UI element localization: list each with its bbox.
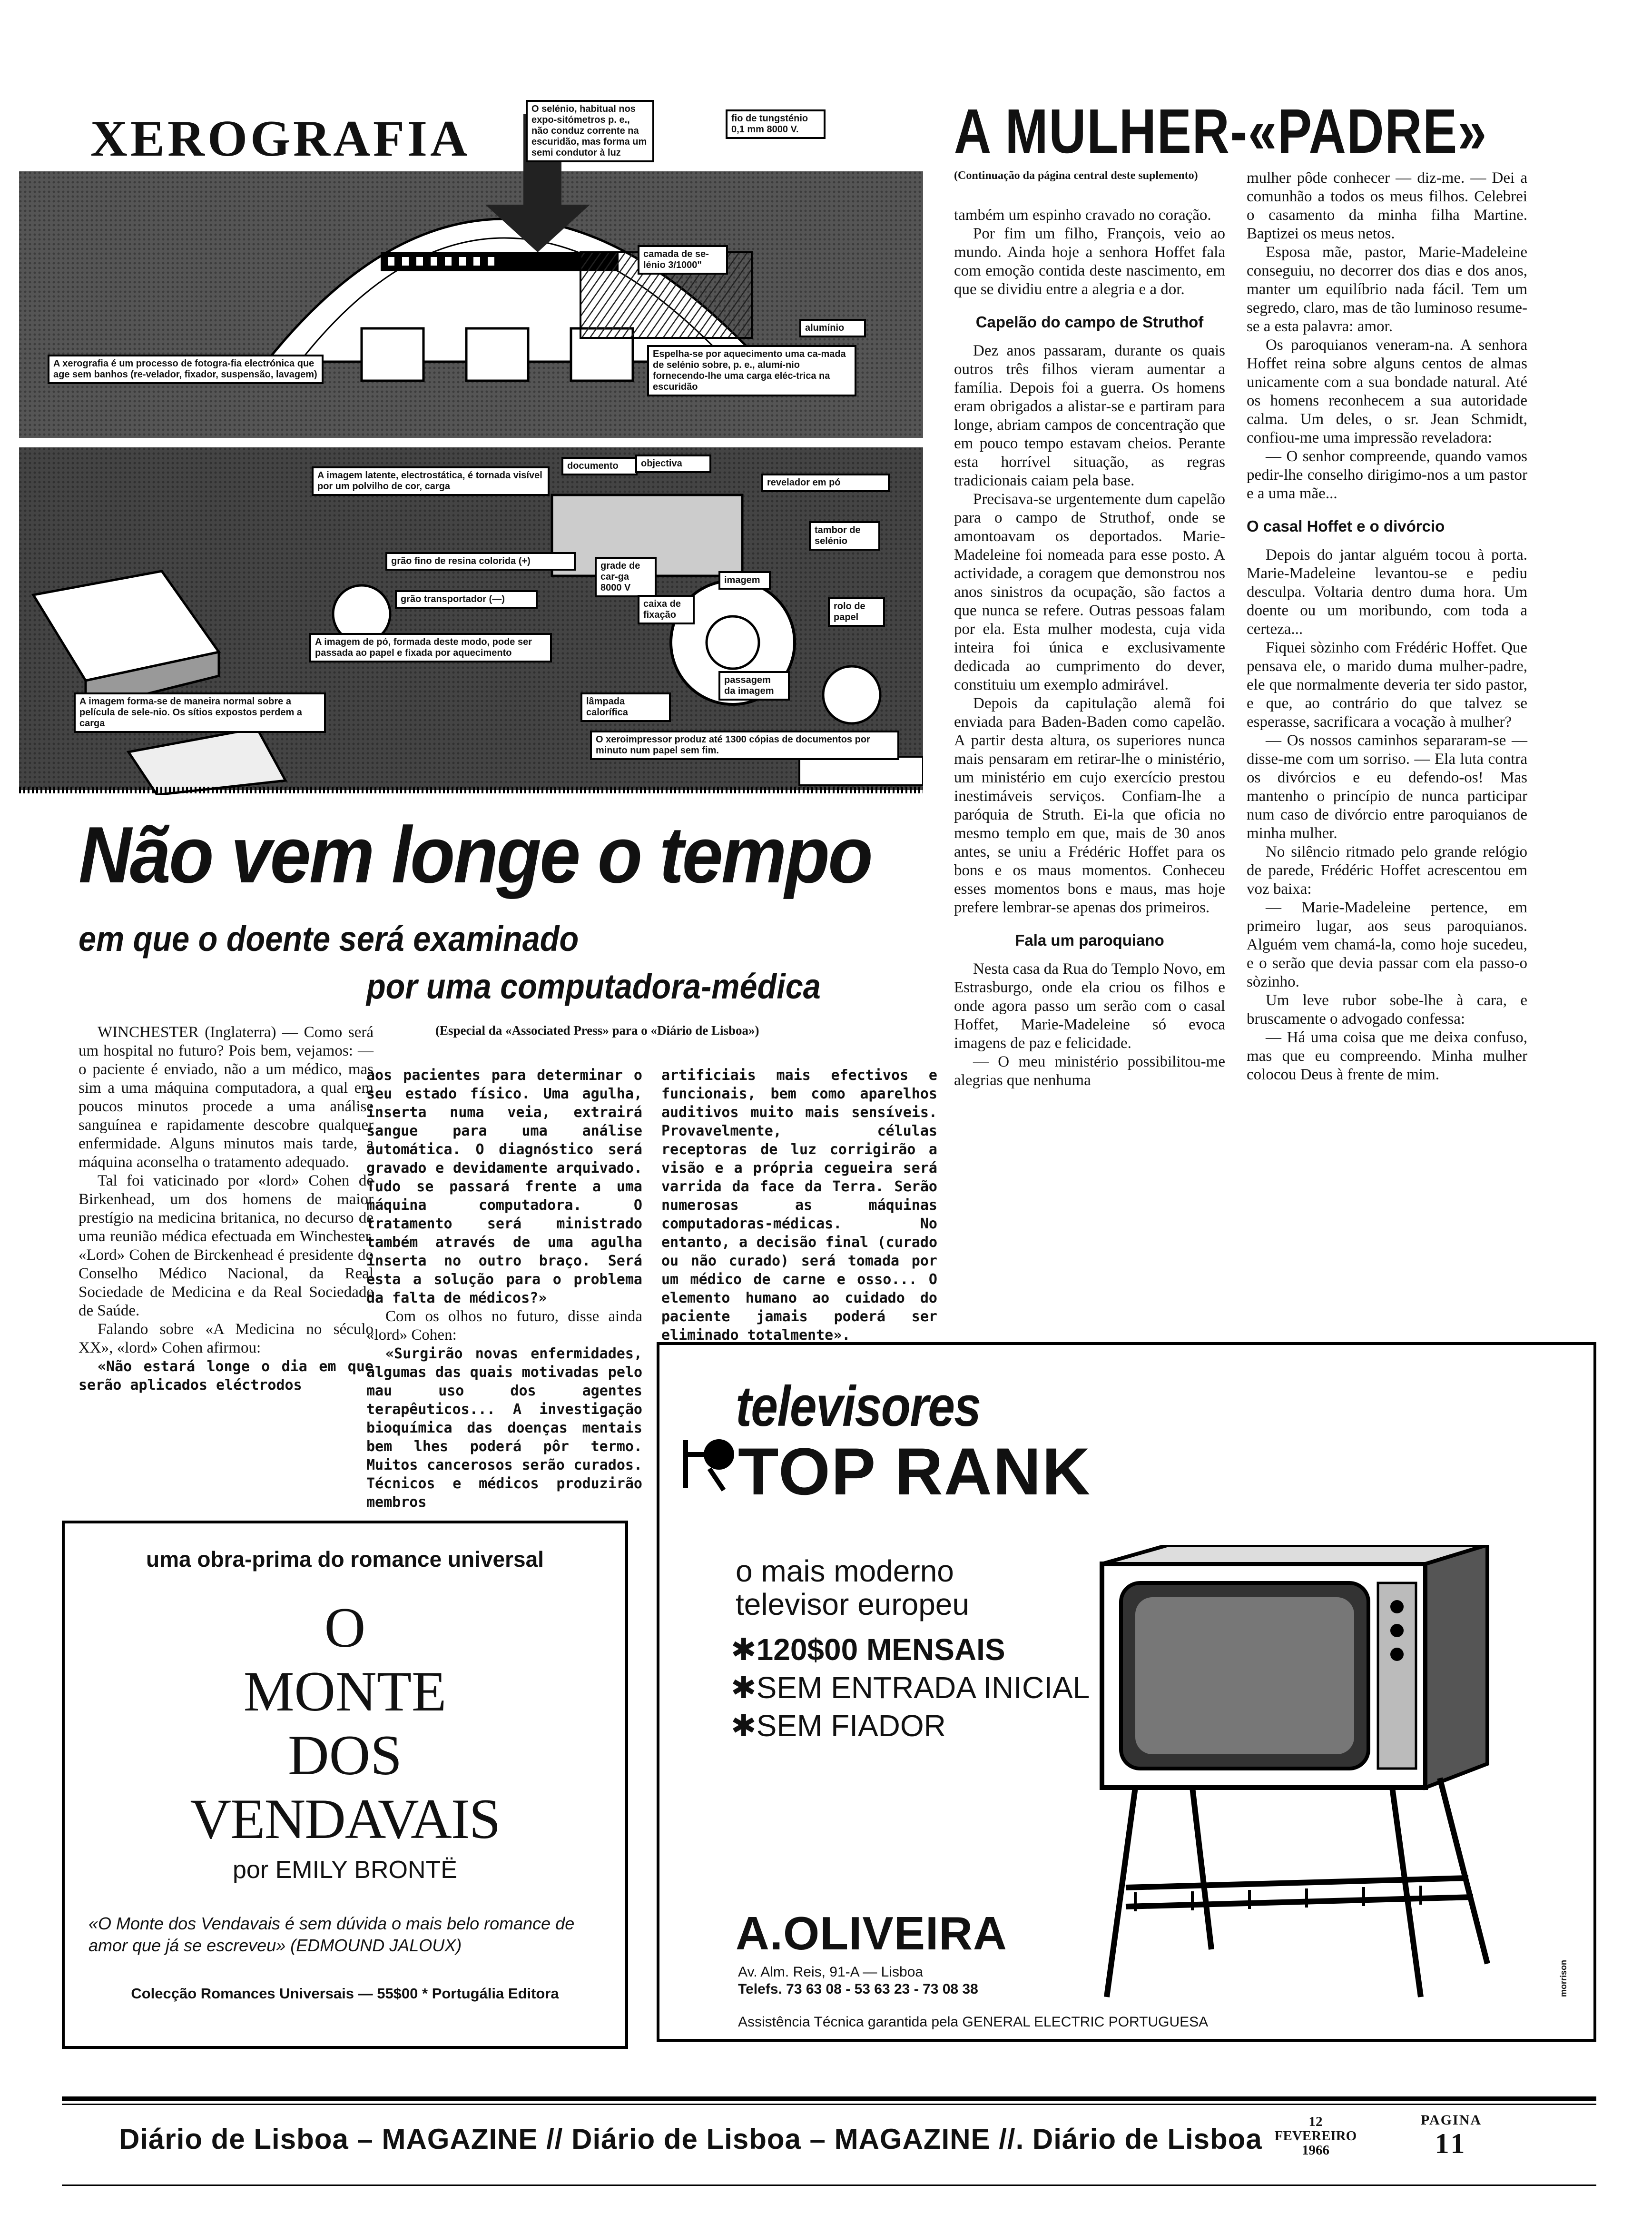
- ad-top-rank: [657, 1342, 1596, 2042]
- paragraph: aos pacientes para determinar o seu estado físico. Uma agulha, inserta numa veia, extrairá sangue para uma análise automática. O diagnóstico será gravado e devidamente arquivado. Tudo se passará frente a uma máquina computadora. O tratamento será ministrado também através de uma agulha inserta no outro braço. Será esta a solução para o problema da falta de médicos?»: [366, 1067, 642, 1306]
- footer-page-label: PAGINA: [1420, 2112, 1482, 2128]
- xero-label-grao-transportador: grão transportador (—): [395, 590, 538, 609]
- paragraph: Depois da capitulação alemã foi enviada para Baden-Baden como capelão. A partir desta altura, os superiores nunca mais pensaram em retirar-lhe o ministério, um ministério em cujo exercício prestou inestimáveis serviços. Confiam-lhe a paróquia de Struth. Ei-la que oficia no mesmo templo em que, mais de 30 anos antes, se uniu a Frédéric Hoffet para os bons e os maus momentos. Conheceu esses momentos bons e maus, mas hoje prefere lembrar-se apenas dos primeiros.: [954, 695, 1225, 916]
- xero-label-espelha: Espelha-se por aquecimento uma ca-mada de selénio sobre, p. e., alumí-nio fornecendo-lhe uma carga eléc-trica na escuridão: [647, 345, 856, 396]
- top-rank-logo-icon: [681, 1435, 738, 1493]
- xero-label-rolo: rolo de papel: [828, 597, 885, 627]
- ad-monte-title-4: VENDAVAIS: [190, 1787, 500, 1850]
- article-1-subhead-2: por uma computadora-médica: [366, 967, 821, 1006]
- paragraph: — Há uma coisa que me deixa confuso, mas que eu compreendo. Minha mulher colocou Deus à frente de mim.: [1247, 1029, 1527, 1083]
- ad-tv-televisores: televisores: [736, 1374, 981, 1438]
- paragraph: Depois do jantar alguém tocou à porta. Marie-Madeleine levantou-se e pediu desculpa. Voltaria dentro duma hora. Um doente ou um moribundo, com toda a certeza...: [1247, 546, 1527, 638]
- section-heading: Capelão do campo de Struthof: [975, 313, 1204, 331]
- article-2-title: A MULHER-«PADRE»: [954, 96, 1487, 166]
- ad-monte-title-2: MONTE: [243, 1660, 447, 1723]
- ad-tv-assist: Assistência Técnica garantida pela GENERAL ELECTRIC PORTUGUESA: [738, 2014, 1209, 2030]
- paragraph: «Surgirão novas enfermidades, algumas das quais motivadas pelo mau uso dos agentes terapêuticos... A investigação bioquímica das doenças mentais bem lhes poderá pôr termo. Muitos cancerosos serão curados. Técnicos e médicos produzirão membros: [366, 1345, 642, 1511]
- footer-page-number: 11: [1435, 2128, 1468, 2159]
- section-heading: Fala um paroquiano: [1015, 931, 1164, 949]
- footer-rule: [62, 2185, 1596, 2186]
- article-1-column-1: [79, 1023, 374, 1394]
- paragraph: — O meu ministério possibilitou-me alegrias que nenhuma: [954, 1053, 1225, 1089]
- paragraph: mulher pôde conhecer — diz-me. — Dei a comunhão a todos os meus filhos. Celebrei o casamento da minha filha Martine. Baptizei os meus netos.: [1247, 169, 1527, 242]
- paragraph: artificiais mais efectivos e funcionais, bem como aparelhos auditivos muito mais sensíveis. Provavelmente, células receptoras de luz corrigirão a visão e a própria cegueira será varrida da face da Terra. Serão numerosas as máquinas computadoras-médicas. No entanto, a decisão final (curado ou não curado) será tomada por um médico de carne e osso... O elemento humano ao cuidado do paciente jamais poderá ser eliminado totalmente».: [661, 1067, 937, 1344]
- xero-label-forma: A imagem forma-se de maneira normal sobre a película de sele-nio. Os sítios expostos perdem a carga: [74, 692, 326, 733]
- xero-label-lampada: lâmpada calorífica: [580, 692, 671, 722]
- article-1-subhead-1: em que o doente será examinado: [79, 919, 579, 959]
- article-2-column-2: [1247, 169, 1527, 1084]
- paragraph: — Os nossos caminhos separaram-se — disse-me com um sorriso. — Ela luta contra os divórcios e eu defendo-os! Mas mantenho o princípio de nunca participar num caso de divórcio entre paroquianos de minha mulher.: [1247, 732, 1527, 842]
- ad-tv-address: Av. Alm. Reis, 91-A — Lisboa: [738, 1964, 924, 1980]
- paragraph: «Não estará longe o dia em que serão aplicados eléctrodos: [79, 1358, 374, 1394]
- paragraph: Falando sobre «A Medicina no século XX», «lord» Cohen afirmou:: [79, 1321, 374, 1356]
- ad-tv-brand: TOP RANK: [738, 1434, 1092, 1509]
- footer-date: [1270, 2115, 1361, 2157]
- paragraph: Dez anos passaram, durante os quais outros três filhos vieram aumentar a família. Depois foi a guerra. Os homens eram obrigados a alistar-se e partiram para longe, abriam campos de concentração que em pouco tempo estavam cheios. Perante esta horrível situação, as regras tradicionais caiam pela base.: [954, 342, 1225, 489]
- paragraph: WINCHESTER (Inglaterra) — Como será um hospital no futuro? Pois bem, vejamos: — o paciente é enviado, não a um médico, mas sim a uma máquina computadora, a qual em poucos minutos procede a uma análise sanguínea e rapidamente descobre qualquer enfermidade. Alguns minutos mais tarde, a máquina aconselha o tratamento adequado.: [79, 1024, 374, 1171]
- ad-monte-dos-vendavais: [62, 1521, 628, 2049]
- xero-label-passagem: passagem da imagem: [718, 671, 790, 701]
- article-1-credit: (Especial da «Associated Press» para o «Diário de Lisboa»): [435, 1023, 759, 1038]
- paragraph: Fiquei sòzinho com Frédéric Hoffet. Que pensava ele, o marido duma mulher-padre, ele que normalmente deveria ter sido pastor, e que, ao contrário do que talvez se esperasse, sacrificara a vocação à mulher?: [1247, 639, 1527, 731]
- paragraph: Com os olhos no futuro, disse ainda «lord» Cohen:: [366, 1308, 642, 1344]
- ad-monte-author: por EMILY BRONTË: [233, 1856, 457, 1884]
- paragraph: Esposa mãe, pastor, Marie-Madeleine conseguiu, no decorrer dos dias e dos anos, manter um equilíbrio nada fácil. Tem um segredo, claro, mas de tão luminoso resume-se a esta palavra: amor.: [1247, 244, 1527, 335]
- xero-label-imagem-latente: A imagem latente, electrostática, é tornada visível por um polvilho de cor, carga: [312, 466, 550, 496]
- asterisk-icon: ✱: [731, 1671, 757, 1705]
- ad-monte-tagline: uma obra-prima do romance universal: [146, 1547, 544, 1572]
- xero-label-selenio: O selénio, habitual nos expo-sitómetros p. e., não conduz corrente na escuridão, mas forma um semi condutor à luz: [526, 100, 654, 162]
- paragraph: Precisava-se urgentemente dum capelão para o campo de Struthof, onde se amontoavam os deportados. Marie-Madeleine foi nomeada para esse posto. A actividade, a coragem que demonstrou nos anos sinistros da ocupação, são factos a que nunca se refere. Outras pessoas falam por ela. Esta mulher modesta, cuja vida inteira foi única e exclusivamente dedicada ao cumprimento do dever, constituiu um exemplo admirável.: [954, 491, 1225, 693]
- article-2-column-1: [954, 169, 1225, 1090]
- xero-label-grao-fino: grão fino de resina colorida (+): [385, 552, 576, 571]
- paragraph: também um espinho cravado no coração.: [954, 207, 1211, 224]
- xero-label-imagem-po: A imagem de pó, formada deste modo, pode ser passada ao papel e fixada por aquecimento: [309, 633, 552, 662]
- paragraph: Tal foi vaticinado por «lord» Cohen de Birkenhead, um dos homens de maior prestígio na medicina britanica, no decurso de uma reunião médica efectuada em Winchester. «Lord» Cohen de Birckenhead é presidente do Conselho Médico Nacional, da Real Sociedade de Medicina e da Real Sociedade de Saúde.: [79, 1172, 374, 1319]
- xero-label-objectiva: objectiva: [635, 455, 711, 473]
- paragraph: — O senhor compreende, quando vamos pedir-lhe conselho dirigimo-nos a um pastor e a uma mãe...: [1247, 448, 1527, 502]
- footer-date-day: 12: [1308, 2114, 1323, 2129]
- ad-monte-title-3: DOS: [287, 1723, 403, 1787]
- ad-tv-store: A.OLIVEIRA: [736, 1907, 1007, 1959]
- article-1-headline: Não vem longe o tempo: [79, 810, 872, 900]
- ad-monte-title-1: O: [324, 1596, 366, 1659]
- xero-label-caixa: caixa de fixação: [638, 595, 695, 624]
- ad-tv-credit: morrison: [1559, 1959, 1568, 1997]
- footer-rule: [62, 2096, 1596, 2101]
- asterisk-icon: ✱: [731, 1709, 757, 1743]
- television-illustration: [1097, 1545, 1573, 2002]
- paragraph: Os paroquianos veneram-na. A senhora Hoffet reina sobre alguns centos de almas unicamente com a sua bondade natural. Até os homens reconhecem a sua autoridade calma. Um deles, o sr. Jean Schmidt, confiou-me uma impressão reveladora:: [1247, 336, 1527, 446]
- footer-masthead: Diário de Lisboa – MAGAZINE // Diário de Lisboa – MAGAZINE //. Diário de Lisboa: [119, 2123, 1262, 2155]
- paragraph: No silêncio ritmado pelo grande relógio de parede, Frédéric Hoffet acrescentou em voz baixa:: [1247, 843, 1527, 898]
- footer-rule: [62, 2104, 1596, 2105]
- ad-tv-tagline-1: o mais moderno: [736, 1554, 954, 1588]
- ad-monte-footer: Colecção Romances Universais — 55$00 * Portugália Editora: [131, 1985, 559, 2002]
- section-heading: O casal Hoffet e o divórcio: [1247, 517, 1445, 535]
- ad-monte-quote: «O Monte dos Vendavais é sem dúvida o mais belo romance de amor que já se escreveu» (EDMOUND JALOUX): [88, 1914, 575, 1955]
- article-1-column-3: [661, 1066, 937, 1344]
- continuation-note: (Continuação da página central deste suplemento): [954, 169, 1198, 182]
- footer-date-year: 1966: [1302, 2143, 1329, 2158]
- xero-label-aluminio: alumínio: [799, 319, 866, 337]
- footer-date-month: FEVEREIRO: [1274, 2128, 1357, 2144]
- asterisk-icon: ✱: [731, 1632, 757, 1667]
- paragraph: — Marie-Madeleine pertence, em primeiro lugar, aos seus paroquianos. Alguém vem chamá-la, como hoje sucedeu, e o serão que devia passar com ela passo-o sòzinho.: [1247, 899, 1527, 990]
- xero-label-fio: fio de tungsténio 0,1 mm 8000 V.: [726, 109, 826, 139]
- paragraph: Por fim um filho, François, veio ao mundo. Ainda hoje a senhora Hoffet fala com emoção contida deste nascimento, em que se dividiu entre a alegria e a dor.: [954, 225, 1225, 298]
- xero-label-camada: camada de se-lénio 3/1000": [638, 245, 728, 275]
- xero-label-revelador: revelador em pó: [761, 474, 890, 492]
- xero-label-documento: documento: [561, 457, 638, 475]
- ad-tv-tagline-2: televisor europeu: [736, 1587, 969, 1621]
- xero-label-imagem: imagem: [718, 571, 771, 590]
- paragraph: Um leve rubor sobe-lhe à cara, e bruscamente o advogado confessa:: [1247, 992, 1527, 1028]
- footer-page: [1404, 2112, 1499, 2159]
- xero-label-grade: grade de car-ga 8000 V: [595, 557, 657, 597]
- ad-tv-phones: Telefs. 73 63 08 - 53 63 23 - 73 08 38: [738, 1981, 978, 1997]
- xero-label-tambor: tambor de selénio: [809, 521, 880, 551]
- paragraph: Nesta casa da Rua do Templo Novo, em Estrasburgo, onde ela criou os filhos e onde agora passo um serão com o casal Hoffet, Marie-Madeleine só evoca imagens de paz e felicidade.: [954, 960, 1225, 1052]
- xero-label-xeroimpressor: O xeroimpressor produz até 1300 cópias de documentos por minuto num papel sem fim.: [590, 731, 899, 760]
- xero-label-processo: A xerografia é um processo de fotogra-fia electrónica que age sem banhos (re-velador, fixador, suspensão, lavagem): [48, 355, 324, 384]
- article-1-column-2: [366, 1066, 642, 1512]
- ad-tv-offers: ✱120$00 MENSAIS ✱SEM ENTRADA INICIAL ✱SEM FIADOR: [731, 1632, 1090, 1743]
- xerografia-title: XEROGRAFIA: [90, 110, 471, 167]
